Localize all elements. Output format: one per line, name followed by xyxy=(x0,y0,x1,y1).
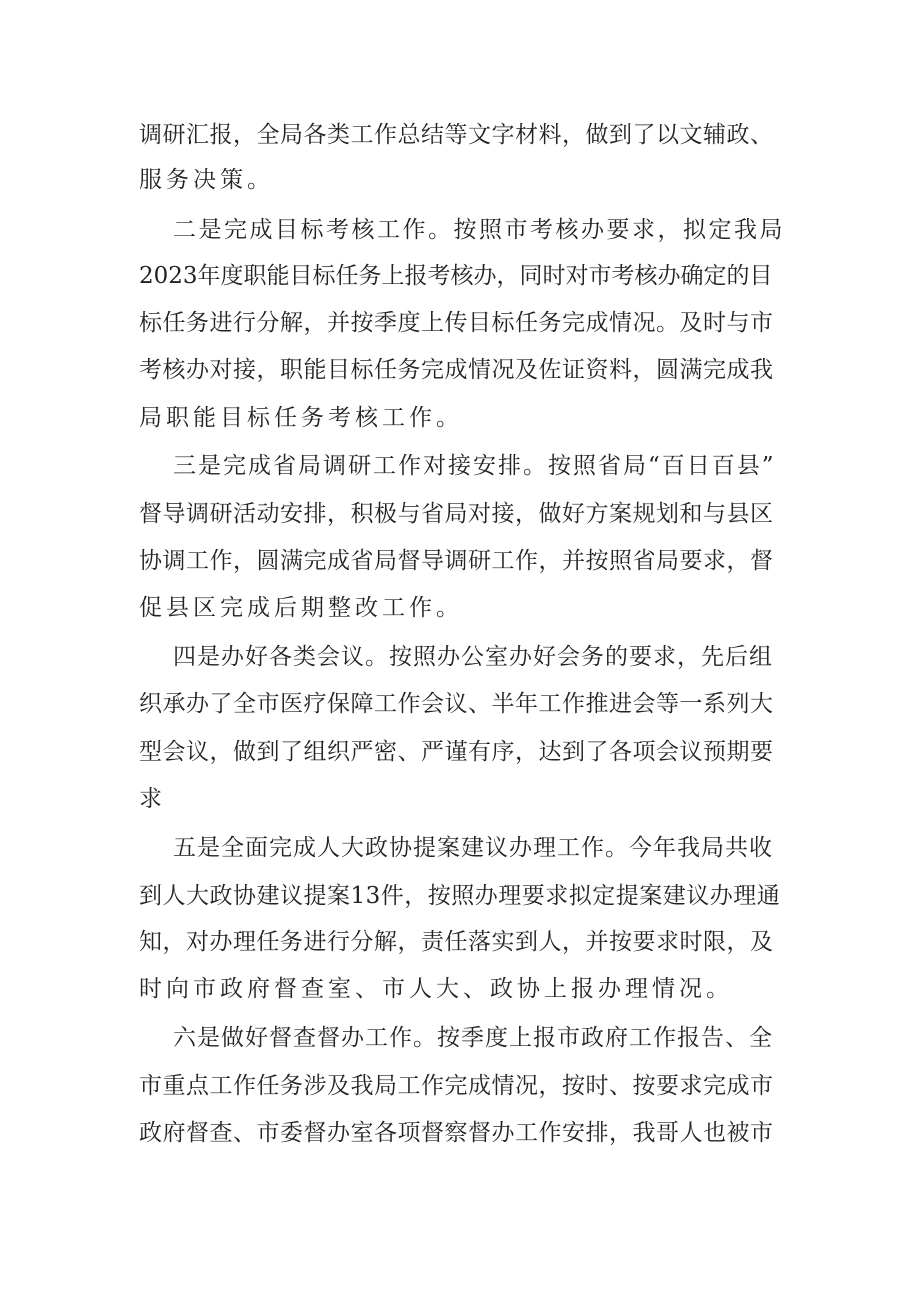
text-line: 促县区完成后期整改工作。 xyxy=(139,595,463,621)
text-line: 局职能目标任务考核工作。 xyxy=(139,405,463,431)
text-line: 调研汇报，全局各类工作总结等文字材料，做到了以文辅政、 xyxy=(139,122,774,148)
text-line: 考核办对接，职能目标任务完成情况及佐证资料，圆满完成我 xyxy=(139,357,774,383)
text-line: 知，对办理任务进行分解，责任落实到人，并按要求时限，及 xyxy=(139,929,774,955)
text-line: 四是办好各类会议。按照办公室办好会务的要求，先后组 xyxy=(173,644,773,670)
text-line: 政府督查、市委督办室各项督察督办工作安排，我哥人也被市 xyxy=(139,1120,774,1146)
text-line: 2023年度职能目标任务上报考核办，同时对市考核办确定的目 xyxy=(139,263,773,289)
text-line: 二是完成目标考核工作。按照市考核办要求，拟定我局 xyxy=(173,217,785,243)
text-line: 协调工作，圆满完成省局督导调研工作，并按照省局要求，督 xyxy=(139,548,774,574)
text-line: 市重点工作任务涉及我局工作完成情况，按时、按要求完成市 xyxy=(139,1073,774,1099)
text-line: 六是做好督查督办工作。按季度上报市政府工作报告、全 xyxy=(173,1025,773,1051)
text-line: 服务决策。 xyxy=(139,167,274,193)
text-line: 五是全面完成人大政协提案建议办理工作。今年我局共收 xyxy=(173,835,773,861)
text-line: 型会议，做到了组织严密、严谨有序，达到了各项会议预期要 xyxy=(139,739,774,765)
text-line: 到人大政协建议提案13件，按照办理要求拟定提案建议办理通 xyxy=(139,883,781,909)
text-line: 三是完成省局调研工作对接安排。按照省局“百日百县” xyxy=(173,453,776,479)
text-line: 时向市政府督查室、市人大、政协上报办理情况。 xyxy=(139,976,733,1002)
text-line: 织承办了全市医疗保障工作会议、半年工作推进会等一系列大 xyxy=(139,691,774,717)
text-line: 督导调研活动安排，积极与省局对接，做好方案规划和与县区 xyxy=(139,501,774,527)
text-line: 标任务进行分解，并按季度上传目标任务完成情况。及时与市 xyxy=(139,310,774,336)
text-line: 求 xyxy=(139,786,166,812)
